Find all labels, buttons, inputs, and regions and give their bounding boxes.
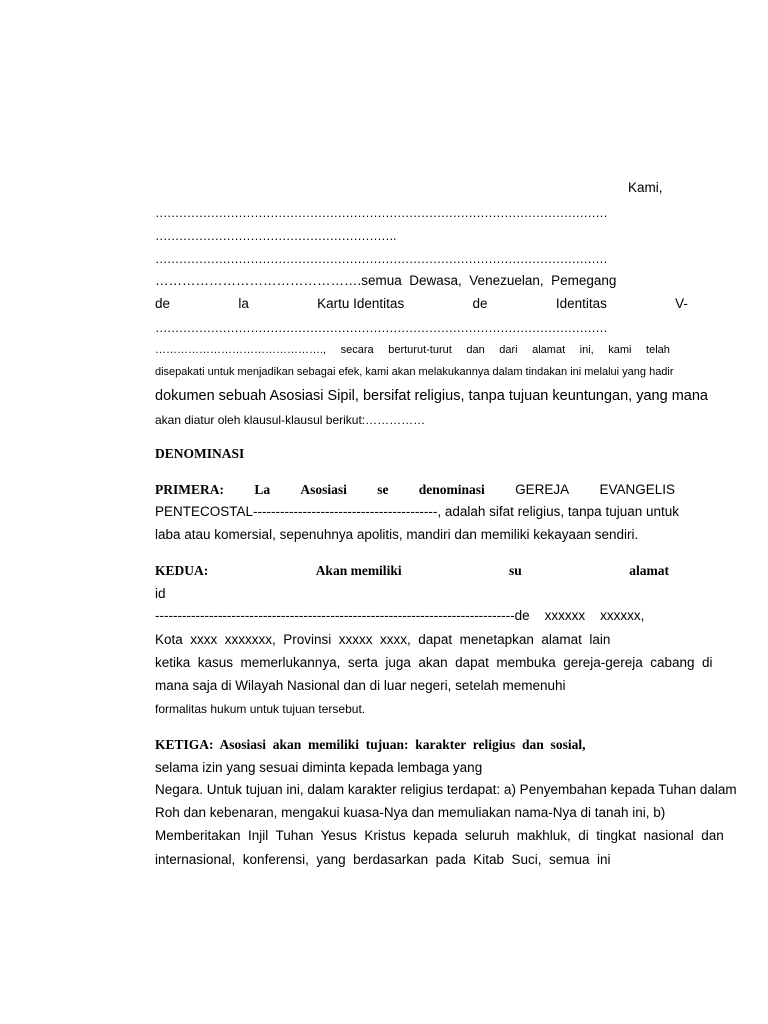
clause-ketiga-line-1: KETIGA: Asosiasi akan memiliki tujuan: karakter religius dan sosial, [155,737,586,752]
clause-label-kedua: KEDUA: [155,563,209,578]
word: alamat [629,563,669,578]
word: telah [646,344,670,356]
clause-primera-line-3: laba atau komersial, sepenuhnya apolitis, mandiri dan memiliki kekayaan sendiri. [155,527,639,542]
word: su [509,563,522,578]
dotted-line-2: ……………………………………………………. [155,229,396,243]
word: secara [340,344,374,356]
clause-kedua-line-2: id [155,586,166,601]
word: de [472,296,488,311]
clause-kedua-line-5: ketika kasus memerlukannya, serta juga akan dapat membuka gereja-gereja cabang di [155,655,713,670]
clause-ketiga-line-3: Negara. Untuk tujuan ini, dalam karakter religius terdapat: a) Penyembahan kepada Tuhan dalam [155,782,737,797]
word: V- [675,296,688,311]
clause-kedua-line-3: --------------------------------------------------------------------------------de xxxxxx xxxxxx, [155,608,645,623]
word: GEREJA [515,482,570,497]
text-line-semua-dewasa: ……………………………………….semua Dewasa, Venezuelan, Pemegang [155,273,617,288]
clause-kedua-line-6: mana saja di Wilayah Nasional dan di luar negeri, setelah memenuhi [155,678,566,693]
word: Asosiasi [300,482,347,497]
word: ………………………………………., [155,344,327,356]
clause-ketiga-line-5: Memberitakan Injil Tuhan Yesus Kristus kepada seluruh makhluk, di tingkat nasional dan [155,828,724,843]
text-line-dokumen: dokumen sebuah Asosiasi Sipil, bersifat religius, tanpa tujuan keuntungan, yang mana [155,388,708,404]
clause-ketiga-line-4: Roh dan kebenaran, mengakui kuasa-Nya dan memuliakan nama-Nya di tanah ini, b) [155,805,666,820]
word: de [155,296,171,311]
word: La [254,482,271,497]
clause-kedua-line-7: formalitas hukum untuk tujuan tersebut. [155,702,366,716]
text-line-akan-diatur: akan diatur oleh klausul-klausul berikut:…………… [155,413,426,427]
salutation-kami: Kami, [628,180,663,195]
word: berturut-turut [388,344,452,356]
text-line-disepakati: disepakati untuk menjadikan sebagai efek, kami akan melakukannya dalam tindakan ini melalui yang hadir [155,366,674,378]
word: denominasi [418,482,485,497]
clause-kedua-line-4: Kota xxxx xxxxxxx, Provinsi xxxxx xxxx, dapat menetapkan alamat lain [155,632,611,647]
clause-primera-line-1 [155,482,675,498]
word: dan [466,344,485,356]
word: EVANGELIS [599,482,675,497]
word: ini, [579,344,594,356]
word: dari [499,344,518,356]
word: alamat [532,344,566,356]
text-line-secara-berturut [155,342,670,358]
word: Identitas [555,296,607,311]
dotted-line-3: …………………………………………………………………………………………………… [155,252,608,266]
word: Kartu Identitas [317,296,405,311]
clause-label-primera: PRIMERA: [155,482,224,497]
word: kami [608,344,632,356]
word: se [377,482,389,497]
dotted-line-6: …………………………………………………………………………………………………… [155,321,608,335]
clause-ketiga-line-2: selama izin yang sesuai diminta kepada lembaga yang [155,760,483,775]
dotted-line-1: …………………………………………………………………………………………………… [155,206,608,220]
text-line-kartu-identitas [155,296,688,312]
section-heading-denominasi: DENOMINASI [155,446,245,461]
clause-primera-line-2: PENTECOSTAL-----------------------------------------, adalah sifat religius, tanpa tujuan untuk [155,504,680,519]
word: Akan memiliki [315,563,402,578]
word: la [238,296,249,311]
clause-ketiga-line-6: internasional, konferensi, yang berdasarkan pada Kitab Suci, semua ini [155,852,611,867]
clause-kedua-line-1 [155,563,669,579]
